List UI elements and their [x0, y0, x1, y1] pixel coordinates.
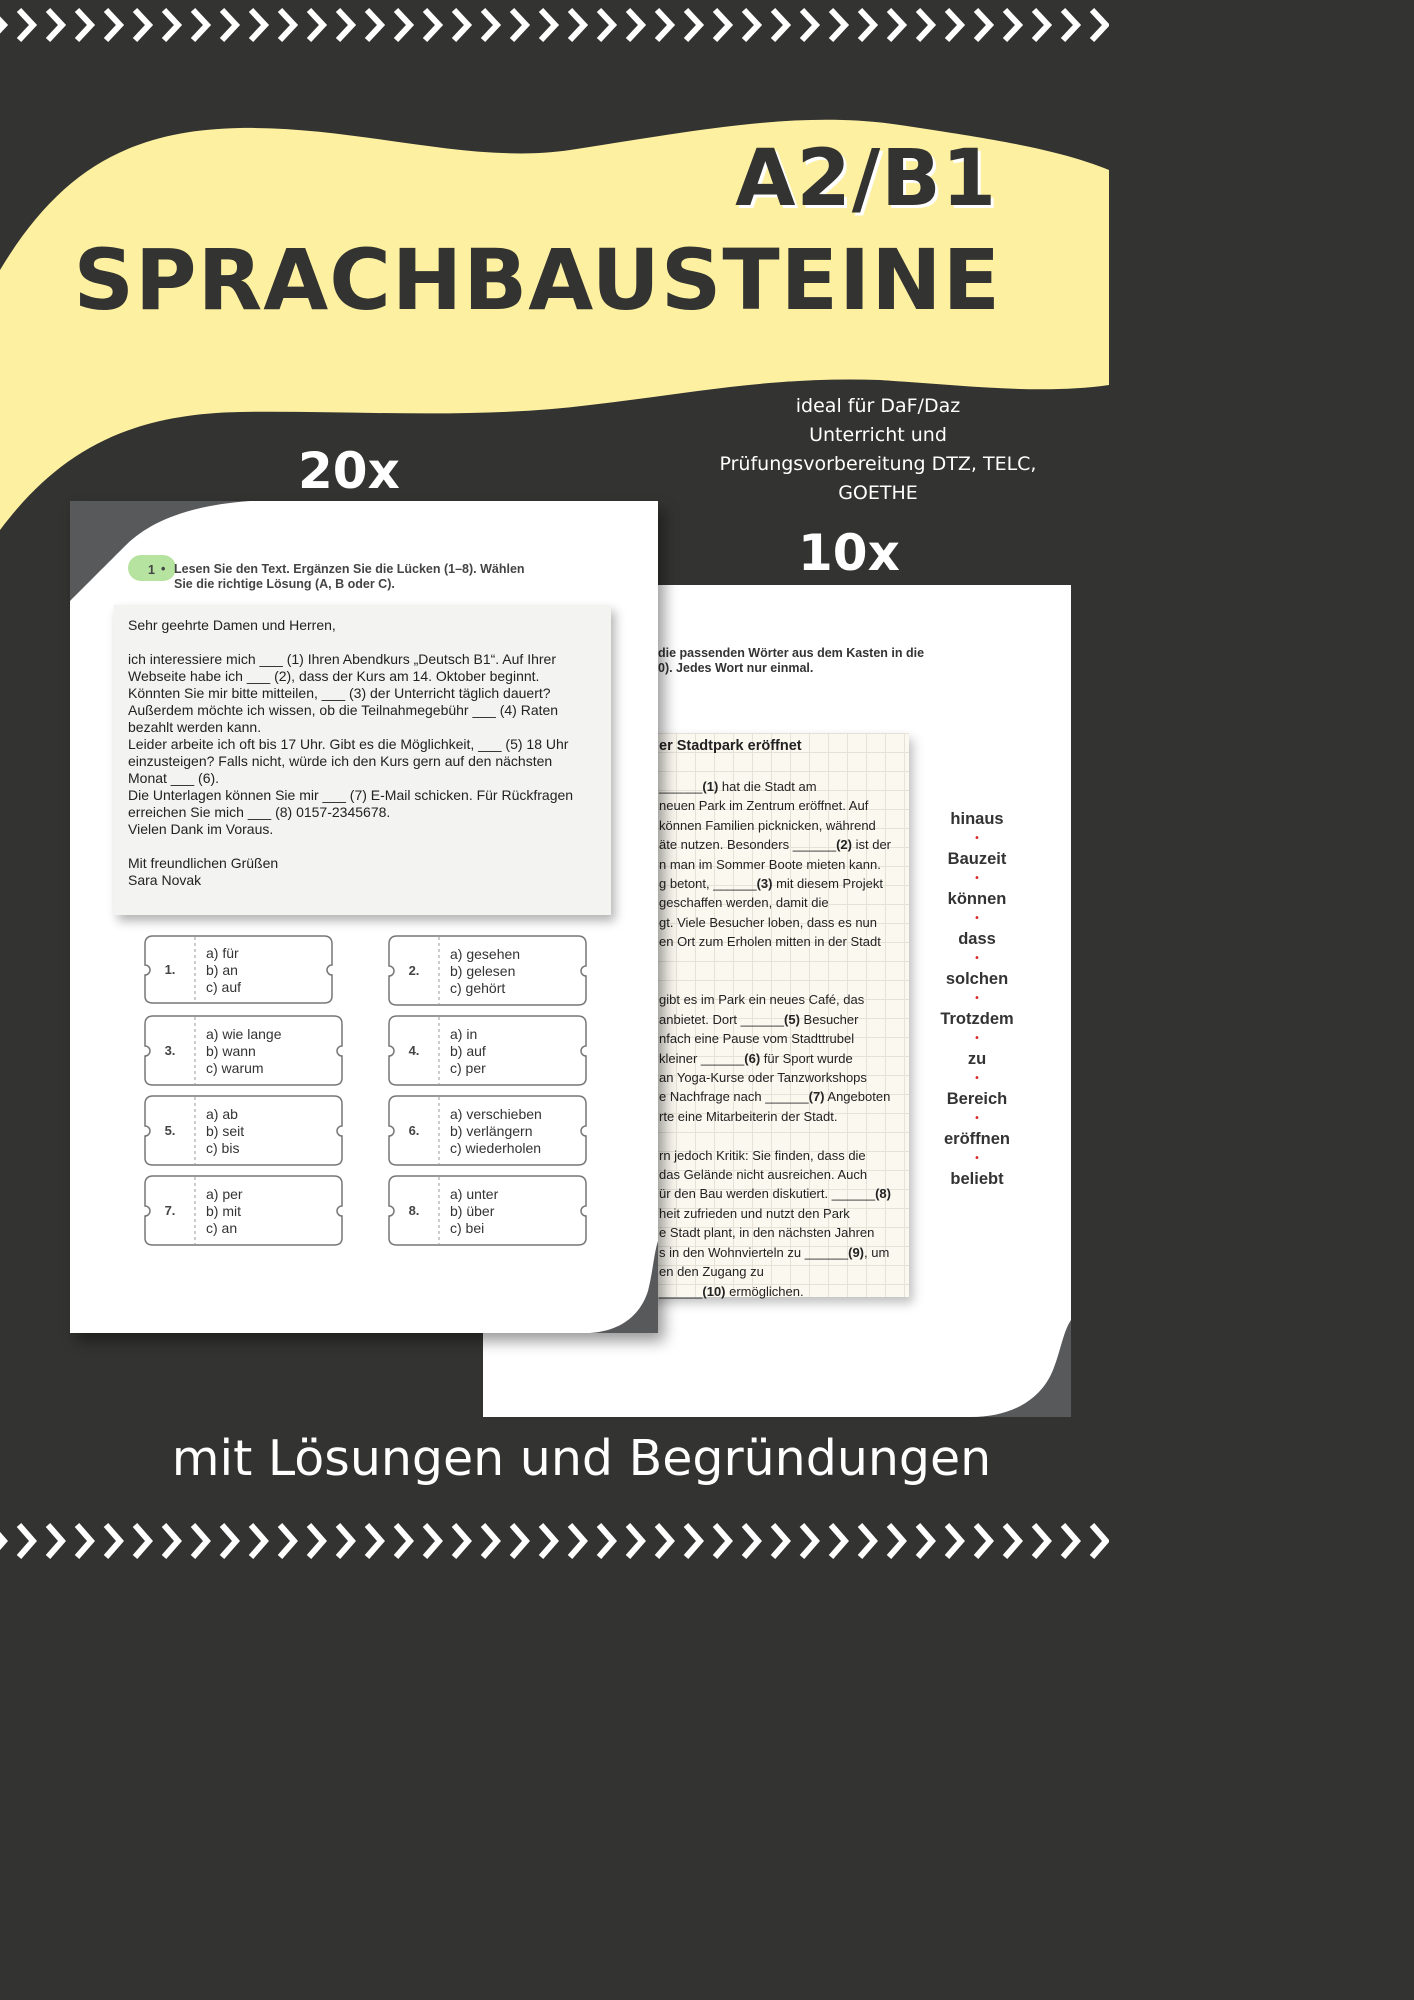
back-text-line: n man im Sommer Boote mieten kann. — [659, 856, 881, 872]
chevron-icon — [454, 1525, 468, 1557]
option-choice-a: a) ab — [206, 1105, 238, 1122]
word-box-item: hinaus — [950, 810, 1004, 828]
chevron-icon — [599, 1525, 613, 1557]
option-choice-c: c) auf — [206, 978, 242, 995]
front-instruction-line: Lesen Sie den Text. Ergänzen Sie die Lücken (1–8). Wählen — [174, 562, 525, 576]
option-number: 2. — [408, 963, 420, 978]
chevron-icon — [135, 1525, 149, 1557]
word-box-item: dass — [958, 930, 996, 948]
back-text-line: e Nachfrage nach ______(7) Angeboten — [659, 1089, 891, 1105]
chevron-icon — [831, 1525, 845, 1557]
option-choice-b: b) gelesen — [450, 962, 516, 979]
footer-tagline: mit Lösungen und Begründungen — [171, 1430, 992, 1487]
option-choice-b: b) verlängern — [450, 1122, 533, 1139]
option-choice-c: c) gehört — [450, 979, 506, 996]
option-choices — [450, 1106, 542, 1157]
option-choices — [206, 1186, 243, 1237]
option-choice-b: b) auf — [450, 1042, 486, 1059]
back-text-line: an Yoga-Kurse oder Tanzworkshops — [659, 1070, 867, 1086]
back-text-line: anbietet. Dort ______(5) Besucher — [659, 1011, 859, 1027]
bottom-chevron-border — [0, 1513, 1109, 1568]
letter-line: ich interessiere mich ___ (1) Ihren Abendkurs „Deutsch B1“. Auf Ihrer — [128, 651, 556, 667]
word-box-item: Trotzdem — [940, 1010, 1014, 1028]
subtitle — [688, 392, 1068, 508]
back-text-line: ür den Bau werden diskutiert. ______(8) — [659, 1186, 891, 1202]
word-box-item: Bauzeit — [947, 850, 1007, 868]
letter-text — [128, 617, 604, 889]
back-text-line: gibt es im Park ein neues Café, das — [659, 992, 865, 1008]
option-choice-c: c) per — [450, 1059, 486, 1076]
chevron-icon — [19, 1525, 33, 1557]
option-choice-a: a) per — [206, 1185, 243, 1202]
back-text-line: nfach eine Pause vom Stadttrubel — [659, 1031, 855, 1047]
word-box-item: zu — [967, 1050, 987, 1068]
letter-line: Vielen Dank im Voraus. — [128, 821, 274, 837]
back-text-line: gt. Viele Besucher loben, dass es nun — [659, 914, 878, 930]
option-choice-a: a) wie lange — [206, 1025, 282, 1042]
back-text-line: das Gelände nicht ausreichen. Auch — [659, 1167, 868, 1183]
option-number: 6. — [408, 1123, 420, 1138]
word-separator-dot: • — [974, 1033, 980, 1044]
option-choice-c: c) an — [206, 1219, 238, 1236]
letter-line — [128, 634, 604, 651]
back-instruction — [658, 646, 924, 676]
chevron-icon — [193, 1525, 207, 1557]
option-choice-a: a) in — [450, 1025, 478, 1042]
option-choice-a: a) unter — [450, 1185, 499, 1202]
chevron-icon — [367, 1525, 381, 1557]
option-choices — [206, 1026, 282, 1077]
option-choice-b: b) seit — [206, 1122, 245, 1139]
chevron-icon — [396, 1525, 410, 1557]
back-instruction-line: die passenden Wörter aus dem Kasten in die — [658, 646, 925, 660]
letter-line: erreichen Sie mich ___ (8) 0157-2345678. — [128, 804, 391, 820]
option-choice-b: b) über — [450, 1202, 495, 1219]
word-box-item: beliebt — [950, 1170, 1004, 1188]
count-left: 20x — [298, 442, 400, 500]
chevron-icon — [338, 1525, 352, 1557]
word-separator-dot: • — [974, 873, 980, 884]
chevron-icon — [309, 1525, 323, 1557]
word-separator-dot: • — [974, 993, 980, 1004]
chevron-icon — [773, 1525, 787, 1557]
answer-option-card — [144, 1095, 344, 1167]
letter-line: Leider arbeite ich oft bis 17 Uhr. Gibt es die Möglichkeit, ___ (5) 18 Uhr — [128, 736, 569, 752]
answer-option-card — [388, 935, 588, 1007]
chevron-icon — [0, 1525, 4, 1557]
word-separator-dot: • — [974, 1073, 980, 1084]
subtitle-line: ideal für DaF/Daz — [795, 395, 961, 417]
subtitle-line: Unterricht und — [809, 424, 947, 446]
option-number: 1. — [164, 962, 176, 977]
back-text-line: heit zufrieden und nutzt den Park — [659, 1205, 850, 1221]
back-text-line: en den Zugang zu — [659, 1264, 764, 1280]
option-choices — [450, 1026, 486, 1077]
option-number: 8. — [408, 1203, 420, 1218]
chevron-icon — [947, 1525, 961, 1557]
answer-option-card — [144, 1175, 344, 1247]
letter-line: Sara Novak — [128, 872, 202, 888]
option-choices — [206, 1106, 244, 1157]
option-choices — [450, 946, 520, 997]
level-heading: A2/B1 — [735, 134, 997, 224]
letter-line — [128, 838, 604, 855]
chevron-icon — [483, 1525, 497, 1557]
front-instruction-line: Sie die richtige Lösung (A, B oder C). — [174, 577, 395, 591]
front-instruction — [174, 562, 554, 592]
back-text-line: neuen Park im Zentrum eröffnet. Auf — [659, 798, 869, 814]
option-number: 4. — [408, 1043, 420, 1058]
task-bullet: • — [161, 562, 166, 576]
back-instruction-line: 0). Jedes Wort nur einmal. — [658, 661, 814, 675]
back-text-title: er Stadtpark eröffnet — [659, 738, 802, 754]
answer-option-card — [144, 935, 334, 1005]
chevron-icon — [976, 1525, 990, 1557]
chevron-icon — [251, 1525, 265, 1557]
back-text-line — [659, 971, 907, 990]
corner-curl-shape — [971, 1320, 1071, 1417]
chevron-icon — [860, 1525, 874, 1557]
letter-line: Könnten Sie mir bitte mitteilen, ___ (3) der Unterricht täglich dauert? — [128, 685, 551, 701]
option-choice-b: b) an — [206, 961, 238, 978]
back-text-line: ______(1) hat die Stadt am — [659, 779, 817, 794]
chevron-icon — [918, 1525, 932, 1557]
chevron-icon — [1034, 1525, 1048, 1557]
option-choice-a: a) verschieben — [450, 1105, 542, 1122]
option-choice-c: c) bis — [206, 1139, 240, 1156]
answer-option-card — [388, 1095, 588, 1167]
word-separator-dot: • — [974, 833, 980, 844]
answer-option-card — [144, 1015, 344, 1087]
chevron-icon — [802, 1525, 816, 1557]
word-box-item: solchen — [945, 970, 1009, 988]
chevron-icon — [744, 1525, 758, 1557]
word-separator-dot: • — [974, 1113, 980, 1124]
option-number: 7. — [164, 1203, 176, 1218]
back-text-line — [659, 1126, 907, 1145]
answer-option-card — [388, 1015, 588, 1087]
option-number: 3. — [164, 1043, 176, 1058]
back-text-line: en Ort zum Erholen mitten in der Stadt — [659, 934, 881, 950]
back-text-line: g betont, ______(3) mit diesem Projekt — [659, 876, 884, 892]
chevron-icon — [425, 1525, 439, 1557]
letter-line: Die Unterlagen können Sie mir ___ (7) E-Mail schicken. Für Rückfragen — [128, 787, 574, 803]
back-text-line: äte nutzen. Besonders ______(2) ist der — [659, 837, 891, 853]
word-separator-dot: • — [974, 913, 980, 924]
option-choice-c: c) bei — [450, 1219, 485, 1236]
back-text-line: können Familien picknicken, während — [659, 817, 876, 833]
option-choices — [450, 1186, 498, 1237]
chevron-icon — [1092, 1525, 1106, 1557]
chevron-icon — [512, 1525, 526, 1557]
word-separator-dot: • — [974, 953, 980, 964]
corner-curl-shape — [590, 1241, 658, 1333]
option-choice-b: b) wann — [206, 1042, 256, 1059]
answer-option-card — [388, 1175, 588, 1247]
letter-line: Webseite habe ich ___ (2), dass der Kurs am 14. Oktober beginnt. — [128, 668, 540, 684]
chevron-icon — [280, 1525, 294, 1557]
option-choice-b: b) mit — [206, 1202, 241, 1219]
word-box-item: eröffnen — [944, 1130, 1010, 1148]
option-choice-c: c) wiederholen — [450, 1139, 542, 1156]
word-box-item: können — [947, 890, 1007, 908]
word-box-item: Bereich — [946, 1090, 1008, 1108]
chevron-icon — [106, 1525, 120, 1557]
chevron-icon — [222, 1525, 236, 1557]
word-box — [923, 809, 1031, 1189]
letter-line: Mit freundlichen Grüßen — [128, 855, 279, 871]
chevron-icon — [628, 1525, 642, 1557]
back-text-line: rte eine Mitarbeiterin der Stadt. — [659, 1108, 838, 1124]
back-text-line: rn jedoch Kritik: Sie finden, dass die — [659, 1147, 866, 1163]
option-choice-a: a) gesehen — [450, 945, 521, 962]
chevron-icon — [715, 1525, 729, 1557]
letter-line: Monat ___ (6). — [128, 770, 220, 786]
option-choices — [206, 945, 241, 996]
back-text-body — [659, 777, 907, 1301]
back-text-line: e Stadt plant, in den nächsten Jahren — [659, 1225, 875, 1241]
subtitle-line: Prüfungsvorbereitung DTZ, TELC, GOETHE — [719, 453, 1037, 504]
chevron-icon — [48, 1525, 62, 1557]
back-text-line: ______(10) ermöglichen. — [659, 1283, 804, 1299]
chevron-icon — [1063, 1525, 1077, 1557]
chevron-icon — [541, 1525, 555, 1557]
letter-line: bezahlt werden kann. — [128, 719, 262, 735]
main-title: SPRACHBAUSTEINE — [73, 231, 1001, 329]
front-worksheet — [70, 501, 658, 1333]
back-text-line: s in den Wohnvierteln zu ______(9), um — [659, 1244, 890, 1260]
count-right: 10x — [798, 524, 900, 582]
letter-line: Außerdem möchte ich wissen, ob die Teilnahmegebühr ___ (4) Raten — [128, 702, 559, 718]
letter-line: Sehr geehrte Damen und Herren, — [128, 617, 336, 633]
chevron-icon — [164, 1525, 178, 1557]
option-number: 5. — [164, 1123, 176, 1138]
task-number: 1 — [148, 563, 155, 577]
chevron-icon — [657, 1525, 671, 1557]
back-text-line: kleiner ______(6) für Sport wurde — [659, 1050, 853, 1066]
back-text-line: geschaffen werden, damit die — [659, 895, 829, 911]
back-text-line — [659, 952, 907, 971]
chevron-icon — [686, 1525, 700, 1557]
word-separator-dot: • — [974, 1153, 980, 1164]
chevron-icon — [889, 1525, 903, 1557]
chevron-icon — [1005, 1525, 1019, 1557]
chevron-icon — [570, 1525, 584, 1557]
chevron-icon — [77, 1525, 91, 1557]
option-choice-c: c) warum — [206, 1059, 264, 1076]
letter-line: einzusteigen? Falls nicht, würde ich den Kurs gern auf den nächsten — [128, 753, 553, 769]
option-choice-a: a) für — [206, 944, 239, 961]
